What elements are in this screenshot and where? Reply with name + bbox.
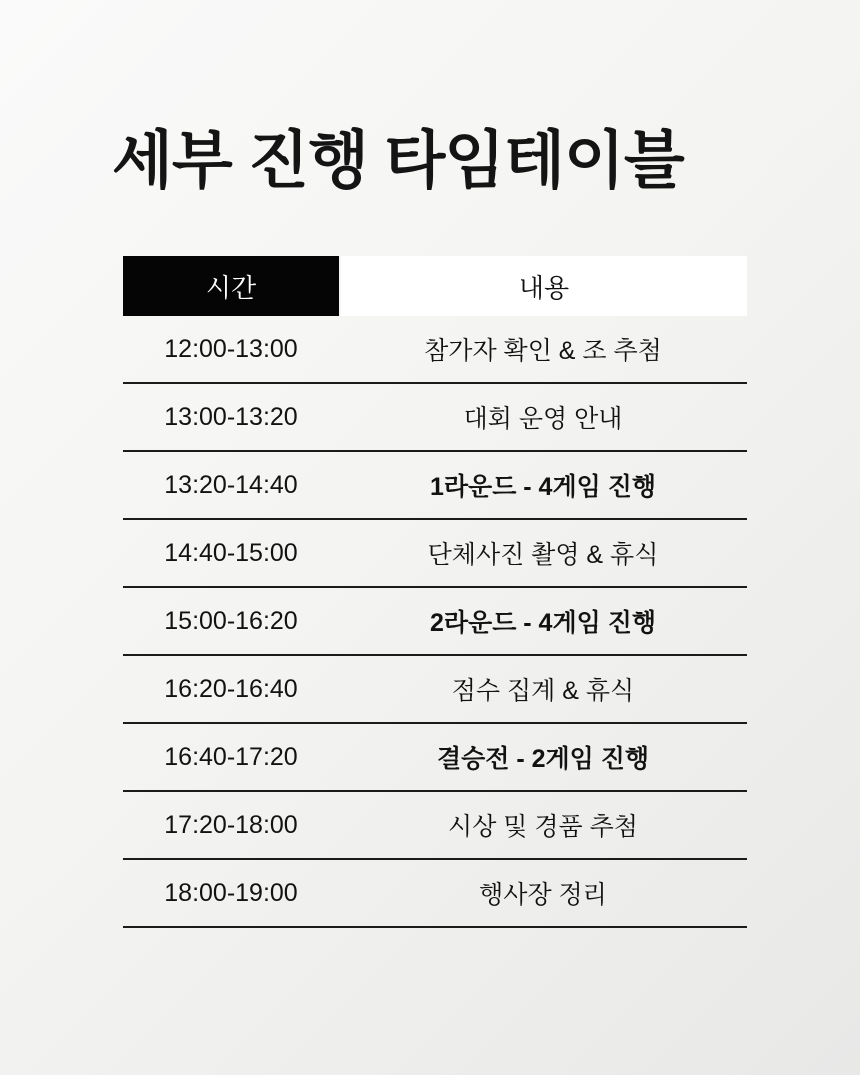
table-row — [123, 792, 747, 860]
table-row — [123, 452, 747, 520]
row-content: 대회 운영 안내 — [463, 405, 623, 433]
row-content: 행사장 정리 — [479, 881, 607, 909]
row-content: 1라운드 - 4게임 진행 — [429, 473, 657, 501]
row-content: 단체사진 촬영 & 휴식 — [427, 541, 659, 569]
row-content: 2라운드 - 4게임 진행 — [429, 609, 657, 637]
row-time: 18:00-19:00 — [164, 878, 298, 907]
table-row — [123, 520, 747, 588]
row-content: 시상 및 경품 추첨 — [448, 813, 638, 841]
row-time: 16:20-16:40 — [164, 674, 298, 703]
table-row — [123, 724, 747, 792]
row-time: 12:00-13:00 — [164, 334, 298, 363]
row-time: 17:20-18:00 — [164, 810, 298, 839]
table-header-row — [123, 256, 747, 316]
table-row — [123, 656, 747, 724]
table-row — [123, 860, 747, 928]
row-time: 13:20-14:40 — [164, 470, 298, 499]
table-row — [123, 588, 747, 656]
table-row — [123, 384, 747, 452]
row-content: 점수 집계 & 휴식 — [451, 677, 635, 705]
row-content: 결승전 - 2게임 진행 — [436, 745, 650, 773]
row-content: 참가자 확인 & 조 추첨 — [424, 337, 662, 365]
column-header-content: 내용 — [341, 256, 747, 316]
column-header-time: 시간 — [123, 256, 339, 316]
row-time: 14:40-15:00 — [164, 538, 298, 567]
table-row — [123, 316, 747, 384]
row-time: 13:00-13:20 — [164, 402, 298, 431]
timetable — [123, 256, 747, 928]
row-time: 15:00-16:20 — [164, 606, 298, 635]
page-title: 세부 진행 타임테이블 — [112, 126, 684, 196]
row-time: 16:40-17:20 — [164, 742, 298, 771]
